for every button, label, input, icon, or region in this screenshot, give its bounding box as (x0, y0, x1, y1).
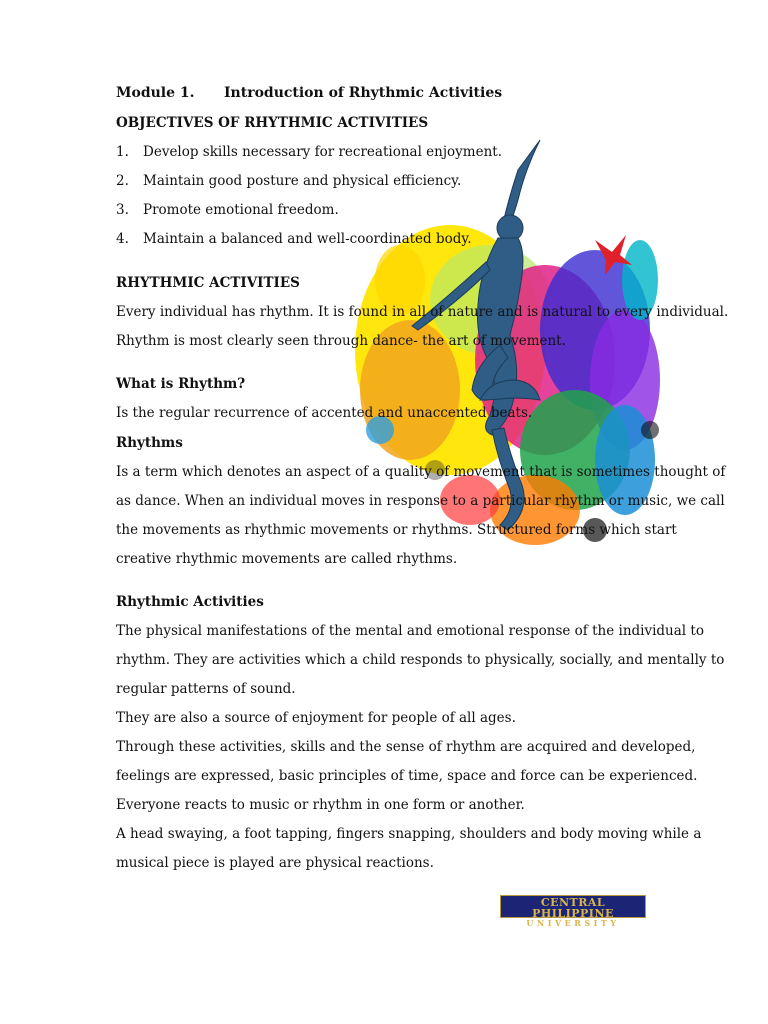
section-heading-what-is-rhythm: What is Rhythm? (116, 376, 246, 392)
objective-number: 3. (116, 202, 129, 218)
paragraph-line: Every individual has rhythm. It is found in all of nature and is natural to every individual. (116, 304, 729, 320)
logo-line-2: UNIVERSITY (526, 918, 620, 928)
paragraph-line: feelings are expressed, basic principles of time, space and force can be experienced. (116, 768, 698, 784)
paragraph-line: Everyone reacts to music or rhythm in one form or another. (116, 797, 525, 813)
objective-number: 4. (116, 231, 129, 247)
paragraph-line: Is a term which denotes an aspect of a quality of movement that is sometimes thought of (116, 464, 726, 480)
paragraph-line: as dance. When an individual moves in response to a particular rhythm or music, we call (116, 493, 725, 509)
paragraph-line: A head swaying, a foot tapping, fingers snapping, shoulders and body moving while a (116, 826, 702, 842)
objective-text: Promote emotional freedom. (143, 202, 339, 218)
objective-number: 1. (116, 144, 129, 160)
paragraph-line: The physical manifestations of the mental and emotional response of the individual to (116, 623, 704, 639)
paragraph-line: musical piece is played are physical reactions. (116, 855, 434, 871)
paragraph-line: They are also a source of enjoyment for people of all ages. (116, 710, 516, 726)
paragraph-line: Through these activities, skills and the sense of rhythm are acquired and developed, (116, 739, 696, 755)
paragraph-line: Is the regular recurrence of accented and unaccented beats. (116, 405, 533, 421)
paragraph-line: Rhythm is most clearly seen through dance- the art of movement. (116, 333, 566, 349)
module-title: Introduction of Rhythmic Activities (224, 85, 503, 101)
objective-text: Maintain a balanced and well-coordinated body. (143, 231, 472, 247)
section-heading-rhythmic-activities-detail: Rhythmic Activities (116, 594, 264, 610)
objective-text: Develop skills necessary for recreational enjoyment. (143, 144, 503, 160)
paragraph-line: regular patterns of sound. (116, 681, 296, 697)
university-logo (500, 895, 646, 928)
paragraph-line: the movements as rhythmic movements or rhythms. Structured forms which start (116, 522, 677, 538)
section-heading-rhythmic-activities: RHYTHMIC ACTIVITIES (116, 275, 300, 291)
objective-text: Maintain good posture and physical efficiency. (143, 173, 462, 189)
paragraph-line: creative rhythmic movements are called rhythms. (116, 551, 458, 567)
objectives-heading: OBJECTIVES OF RHYTHMIC ACTIVITIES (116, 115, 429, 131)
module-number: Module 1. (116, 85, 195, 101)
objective-number: 2. (116, 173, 129, 189)
logo-line-1: CENTRAL PHILIPPINE (532, 896, 614, 920)
paragraph-line: rhythm. They are activities which a child responds to physically, socially, and mentally to (116, 652, 725, 668)
section-heading-rhythms: Rhythms (116, 435, 183, 451)
